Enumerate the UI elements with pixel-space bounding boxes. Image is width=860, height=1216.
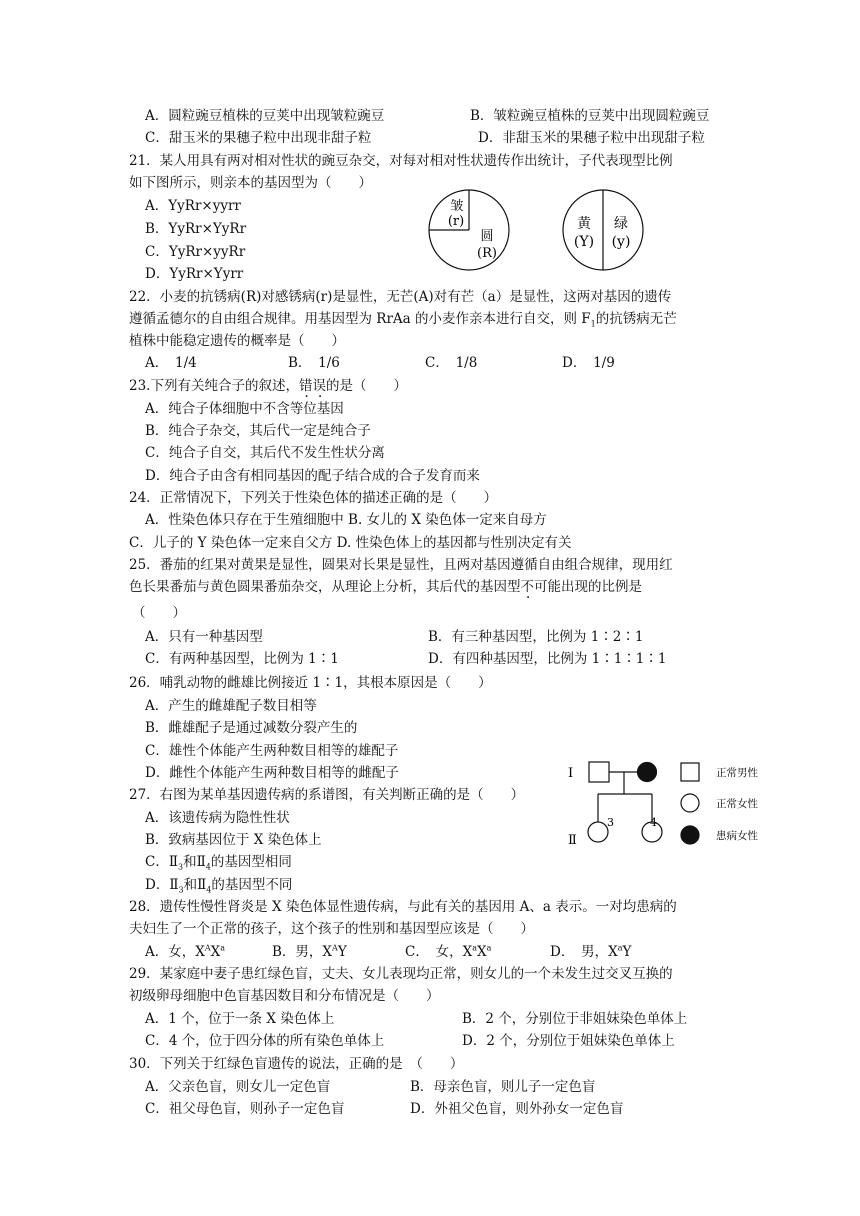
- individual-3-label: 3: [607, 816, 614, 829]
- q28-d-post: Y: [622, 944, 632, 960]
- q26-stem: 26．哺乳动物的雌雄比例接近 1∶1，其根本原因是（ ）: [129, 675, 492, 691]
- q28-stem-line2: 夫妇生了一个正常的孩子，这个孩子的性别和基因型应该是（ ）: [129, 921, 534, 937]
- q28-option-d: [550, 942, 631, 962]
- wrinkled-symbol: (r): [447, 214, 465, 229]
- q25-option-d: D．有四种基因型，比例为 1∶1∶1∶1: [428, 651, 667, 667]
- q21-stem-line2: 如下图所示，则亲本的基因型为（ ）: [129, 175, 372, 191]
- q28-stem-line1: 28．遗传性慢性肾炎是 X 染色体显性遗传病，与此有关的基因用 A、a 表示。一对均患病的: [129, 899, 677, 915]
- legend-normal-male: 正常男性: [716, 767, 758, 779]
- q20-option-c: C．甜玉米的果穗子粒中出现非甜子粒: [145, 130, 372, 146]
- generation-2-label: Ⅱ: [568, 833, 577, 848]
- q24-stem: 24．正常情况下，下列关于性染色体的描述正确的是（ ）: [129, 490, 498, 506]
- q21-option-d: D．YyRr×Yyrr: [145, 266, 244, 282]
- q27-d-pre: D．Ⅱ: [145, 877, 179, 893]
- q21-option-c: C．YyRr×yyRr: [145, 244, 246, 260]
- legend-female-symbol: [681, 794, 699, 812]
- q29-option-d: D．2 个，分别位于姐妹染色单体上: [462, 1033, 675, 1049]
- legend-male-symbol: [681, 763, 699, 781]
- q22-option-b: B． 1/6: [288, 355, 340, 371]
- q26-option-d: D．雌性个体能产生两种数目相等的雌配子: [145, 765, 399, 781]
- q25-stem-post: 可能出现的比例是: [534, 579, 642, 595]
- legend-affected-symbol: [681, 826, 699, 844]
- q20-option-a: A．圆粒豌豆植株的豆荚中出现皱粒豌豆: [145, 108, 385, 124]
- q27-option-a: A．该遗传病为隐性性状: [145, 810, 290, 826]
- q27-c-post: 的基因型相同: [210, 854, 292, 870]
- q26-option-c: C．雄性个体能产生两种数目相等的雄配子: [145, 743, 399, 759]
- q25-stem-pre: 色长果番茄与黄色圆果番茄杂交，从理论上分析，其后代的基因型: [129, 579, 521, 595]
- q22-option-c: C． 1/8: [425, 355, 478, 371]
- q30-option-b: B．母亲色盲，则儿子一定色盲: [410, 1079, 596, 1095]
- round-label: 圆: [480, 229, 494, 244]
- q22-option-a: A． 1/4: [145, 355, 197, 371]
- q23-option-c: C．纯合子自交，其后代不发生性状分离: [145, 445, 385, 461]
- q28-a-mid: X: [210, 944, 221, 960]
- q27-c-mid: 和Ⅱ: [183, 854, 206, 870]
- q22-subscript: 1: [590, 319, 596, 329]
- q25-option-b: B．有三种基因型，比例为 1∶2∶1: [428, 629, 644, 645]
- q22-stem-line1: 22．小麦的抗锈病(R)对感锈病(r)是显性，无芒(A)对有芒（a）是显性，这两对基因的遗传: [129, 289, 672, 305]
- q23-option-a: A．纯合子体细胞中不含等位基因: [145, 401, 344, 417]
- q28-option-a: [145, 942, 225, 962]
- q24-options-cd: C．儿子的 Y 染色体一定来自父方 D. 性染色体上的基因都与性别决定有关: [129, 535, 572, 551]
- q27-option-b: B．致病基因位于 X 染色体上: [145, 832, 322, 848]
- q27-d-sub2: 4: [206, 885, 212, 895]
- q25-option-c: C．有两种基因型，比例为 1∶1: [145, 651, 339, 667]
- q28-b-post: Y: [337, 944, 347, 960]
- q27-c-pre: C．Ⅱ: [145, 854, 179, 870]
- green-symbol: (y): [611, 234, 631, 250]
- q28-a-pre: A．女，X: [145, 944, 205, 960]
- q28-a-sup2: a: [220, 943, 226, 953]
- q25-stem-line2: [129, 577, 642, 597]
- q23-stem-pre: 23.下列有关纯合子的叙述，: [129, 378, 299, 394]
- q28-option-b: [272, 942, 347, 962]
- q22-option-d: D． 1/9: [562, 355, 615, 371]
- wrinkled-label: 皱: [450, 199, 464, 214]
- q30-option-d: D．外祖父色盲，则外孙女一定色盲: [410, 1101, 624, 1117]
- q30-option-c: C．祖父母色盲，则孙子一定色盲: [145, 1101, 345, 1117]
- q23-emphasis-1: 错: [298, 378, 313, 394]
- q27-c-sub1: 3: [178, 862, 184, 872]
- individual-4-label: 4: [650, 816, 657, 829]
- q22-stem-line2: [129, 309, 677, 329]
- q28-d-sup1: a: [617, 943, 623, 953]
- q29-stem-line2: 初级卵母细胞中色盲基因数目和分布情况是（ ）: [129, 988, 440, 1004]
- q26-option-b: B．雌雄配子是通过减数分裂产生的: [145, 720, 358, 736]
- q28-b-sup1: A: [332, 943, 338, 953]
- gen1-normal-male: [589, 762, 609, 782]
- q29-option-c: C．4 个，位于四分体的所有染色单体上: [145, 1033, 385, 1049]
- q27-stem: 27．右图为某单基因遗传病的系谱图，有关判断正确的是（ ）: [129, 787, 525, 803]
- q28-c-mid: X: [476, 944, 487, 960]
- q21-stem-line1: 21．某人用具有两对相对性状的豌豆杂交，对每对相对性状遗传作出统计，子代表现型比例: [129, 153, 673, 169]
- q28-d-pre: D． 男，X: [550, 944, 618, 960]
- q25-stem-line1: 25．番茄的红果对黄果是显性，圆果对长果是显性，且两对基因遵循自由组合规律，现用红: [129, 557, 673, 573]
- q27-d-sub1: 3: [178, 885, 184, 895]
- q28-c-sup2: a: [486, 943, 492, 953]
- q27-option-c: [145, 852, 292, 872]
- legend-normal-female: 正常女性: [716, 798, 758, 810]
- q28-b-pre: B．男，X: [272, 944, 333, 960]
- q27-pedigree-chart: [560, 758, 780, 866]
- q23-option-b: B．纯合子杂交，其后代一定是纯合子: [145, 423, 371, 439]
- generation-1-label: I: [568, 766, 574, 781]
- round-symbol: (R): [477, 246, 497, 261]
- q21-pie-chart-seed-color: [561, 188, 645, 272]
- q22-stem-text: 遵循孟德尔的自由组合规律。用基因型为 RrAa 的小麦作亲本进行自交，则 F: [129, 311, 591, 327]
- q23-emphasis-2: 误: [312, 378, 326, 394]
- q23-stem: [129, 376, 407, 396]
- q28-c-sup1: a: [472, 943, 477, 953]
- q28-c-pre: C． 女，X: [405, 944, 473, 960]
- q29-option-b: B．2 个，分别位于非姐妹染色单体上: [462, 1011, 688, 1027]
- q27-d-mid: 和Ⅱ: [183, 877, 207, 893]
- gen1-affected-female: [638, 763, 657, 782]
- q27-d-post: 的基因型不同: [211, 877, 293, 893]
- q21-option-a: A．YyRr×yyrr: [145, 198, 241, 214]
- gen2-female-3: [588, 822, 608, 842]
- q21-option-b: B．YyRr×YyRr: [145, 221, 247, 237]
- q22-stem-line3: 植株中能稳定遗传的概率是（ ）: [129, 333, 345, 349]
- q28-a-sup1: A: [204, 943, 211, 953]
- yellow-label: 黄: [577, 216, 591, 232]
- q25-option-a: A．只有一种基因型: [145, 629, 263, 645]
- green-label: 绿: [614, 216, 628, 232]
- q30-stem: 30．下列关于红绿色盲遗传的说法，正确的是 （ ）: [129, 1056, 464, 1072]
- yellow-symbol: (Y): [573, 234, 595, 250]
- q29-option-a: A．1 个，位于一条 X 染色体上: [145, 1011, 335, 1027]
- q23-option-d: D．纯合子由含有相同基因的配子结合成的合子发育而来: [145, 468, 480, 484]
- q27-option-d: [145, 875, 292, 895]
- q25-stem-line3: （ ）: [132, 605, 186, 621]
- q25-emphasis: 不: [520, 579, 534, 595]
- q22-stem-tail: 的抗锈病无芒: [595, 311, 677, 327]
- q21-pie-chart-seed-shape: [427, 188, 511, 272]
- q28-option-c: [405, 942, 491, 962]
- q20-option-b: B．皱粒豌豆植株的豆荚中出现圆粒豌豆: [470, 108, 710, 124]
- q23-stem-post: 的是（ ）: [325, 378, 407, 394]
- q27-c-sub2: 4: [205, 862, 211, 872]
- q20-option-d: D．非甜玉米的果穗子粒中出现甜子粒: [478, 130, 705, 146]
- q26-option-a: A．产生的雌雄配子数目相等: [145, 698, 317, 714]
- q29-stem-line1: 29．某家庭中妻子患红绿色盲，丈夫、女儿表现均正常，则女儿的一个未发生过交叉互换的: [129, 966, 673, 982]
- q24-options-ab: A．性染色体只存在于生殖细胞中 B. 女儿的 X 染色体一定来自母方: [145, 512, 547, 528]
- q30-option-a: A．父亲色盲，则女儿一定色盲: [145, 1079, 331, 1095]
- legend-affected-female: 患病女性: [716, 830, 758, 842]
